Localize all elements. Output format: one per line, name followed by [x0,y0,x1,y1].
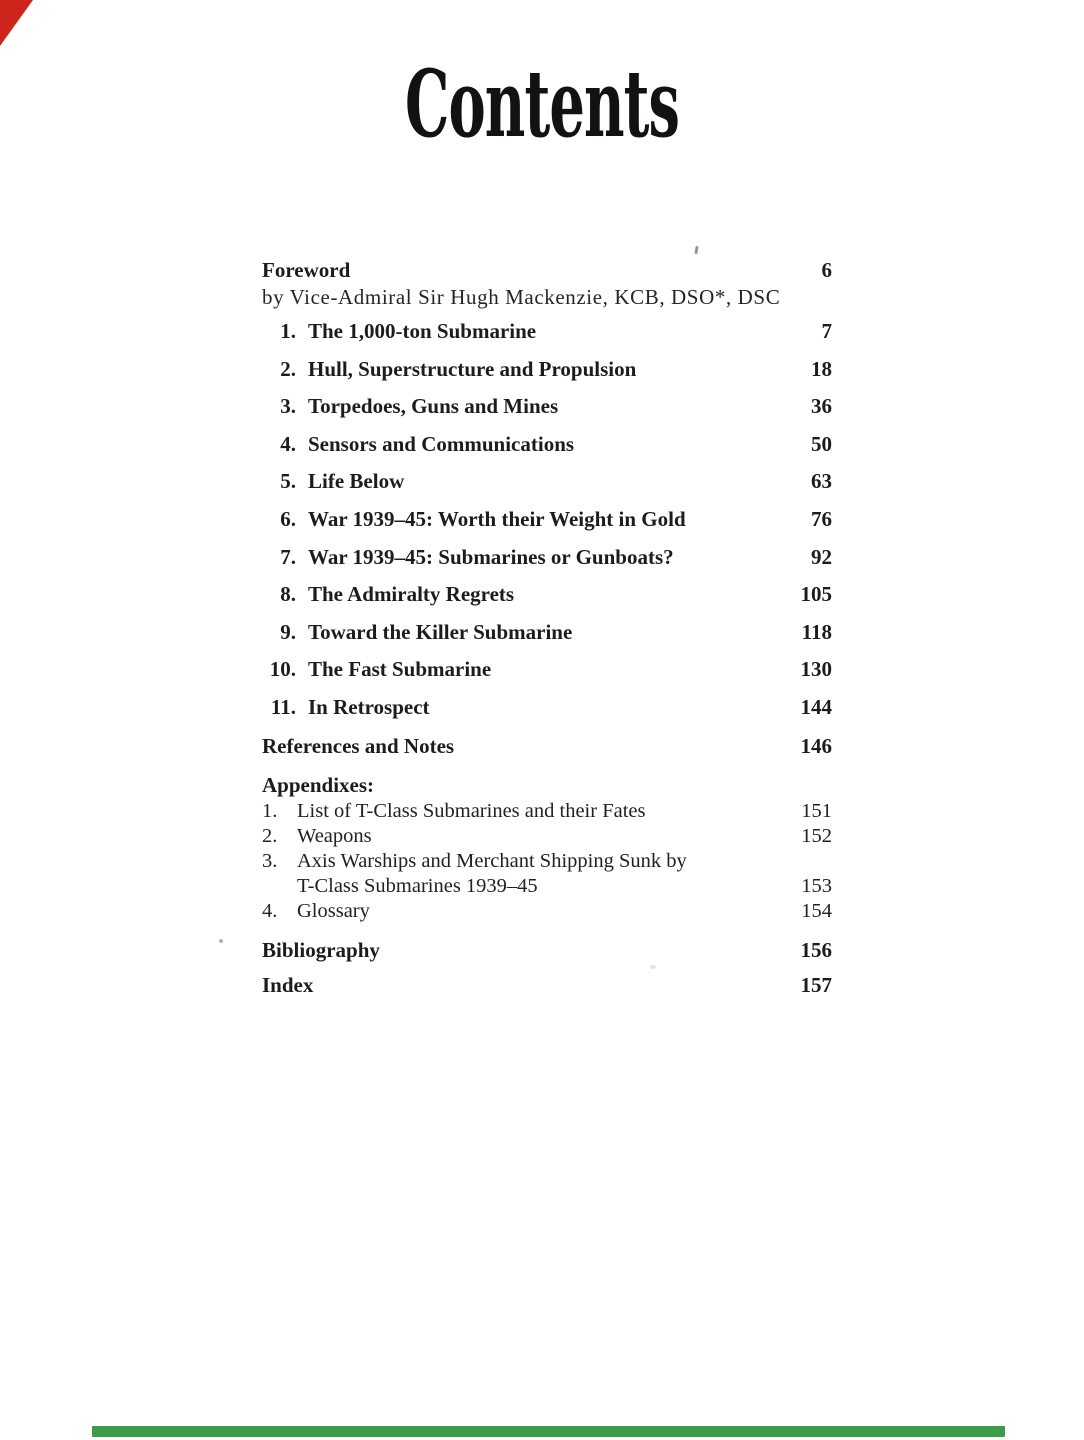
toc-entry [256,619,832,645]
chapter-title: War 1939–45: Worth their Weight in Gold [308,506,686,531]
page-number: 130 [800,657,832,682]
appendix-title-line2: T-Class Submarines 1939–45 [297,875,538,897]
toc-entry [256,544,832,570]
page-number: 92 [811,544,832,569]
toc-entry-references [256,733,832,759]
appendix-number: 1. [262,800,278,822]
references-label: References and Notes [262,734,455,758]
page-number: 152 [801,825,832,847]
scan-speck [219,939,223,943]
appendixes-heading: Appendixes: [262,773,375,797]
chapter-number: 10. [269,657,296,682]
page-number: 18 [811,356,832,381]
toc-entry-bibliography [256,937,832,963]
index-label: Index [262,973,314,997]
page-number: 154 [801,900,832,922]
page-number: 63 [811,469,832,494]
appendix-title: Glossary [297,900,370,922]
appendix-entry-continuation [256,874,832,899]
chapter-list [256,318,832,720]
toc-entry [256,581,832,607]
foreword-byline: by Vice-Admiral Sir Hugh Mackenzie, KCB, DSO*, DSC [262,285,781,309]
page-number: 151 [801,800,832,822]
chapter-number: 6. [280,506,296,531]
chapter-number: 7. [280,544,296,569]
page-number: 36 [811,394,832,419]
chapter-number: 4. [280,431,296,456]
appendix-entry [256,899,832,924]
appendix-title: Weapons [297,825,372,847]
chapter-number: 2. [280,356,296,381]
chapter-number: 5. [280,469,296,494]
appendix-entry [256,849,832,874]
page-number: 7 [821,319,832,343]
appendix-number: 4. [262,900,278,922]
red-corner-scan-mark [0,0,33,46]
page-number: 144 [800,694,832,719]
page-number: 153 [801,875,832,897]
chapter-title: Sensors and Communications [308,431,575,456]
page-number: 76 [811,506,832,531]
references-page-number: 146 [800,734,832,758]
toc-entry-index [256,972,832,998]
chapter-number: 3. [280,394,296,419]
index-page-number: 157 [800,973,832,997]
chapter-title: Life Below [308,469,405,494]
foreword-page-number: 6 [821,258,832,282]
chapter-title: The Admiralty Regrets [308,582,515,607]
chapter-title: War 1939–45: Submarines or Gunboats? [308,544,674,569]
toc-entry [256,393,832,419]
appendix-title: Axis Warships and Merchant Shipping Sunk by [297,850,687,872]
appendix-title: List of T-Class Submarines and their Fates [297,800,646,822]
page-number: 105 [800,582,832,607]
chapter-number: 11. [270,694,296,719]
toc-entry [256,356,832,382]
page-number: 118 [801,619,832,644]
chapter-title: Hull, Superstructure and Propulsion [308,356,637,381]
scan-speck [694,246,698,254]
appendix-entry [256,799,832,824]
chapter-number: 1. [280,319,296,343]
toc-entry [256,506,832,532]
appendix-number: 2. [262,825,278,847]
chapter-number: 9. [280,619,296,644]
chapter-number: 8. [280,582,296,607]
bibliography-page-number: 156 [800,938,832,962]
toc-entry [256,318,832,344]
page-number: 50 [811,431,832,456]
scan-speck [650,965,656,969]
toc-entry [256,694,832,720]
page-title: Contents [404,49,680,158]
appendix-entry [256,824,832,849]
toc-entry-foreword [256,257,832,283]
chapter-title: The Fast Submarine [308,657,492,682]
chapter-title: In Retrospect [308,694,430,719]
chapter-title: Toward the Killer Submarine [308,619,573,644]
green-bottom-scan-bar [92,1426,1005,1437]
toc-entry [256,656,832,682]
appendix-number: 3. [262,850,278,872]
chapter-title: Torpedoes, Guns and Mines [308,394,559,419]
chapter-title: The 1,000-ton Submarine [308,319,537,343]
appendix-list [256,799,832,924]
toc-entry [256,431,832,457]
toc-entry [256,468,832,494]
foreword-label: Foreword [262,258,351,282]
bibliography-label: Bibliography [262,938,380,962]
